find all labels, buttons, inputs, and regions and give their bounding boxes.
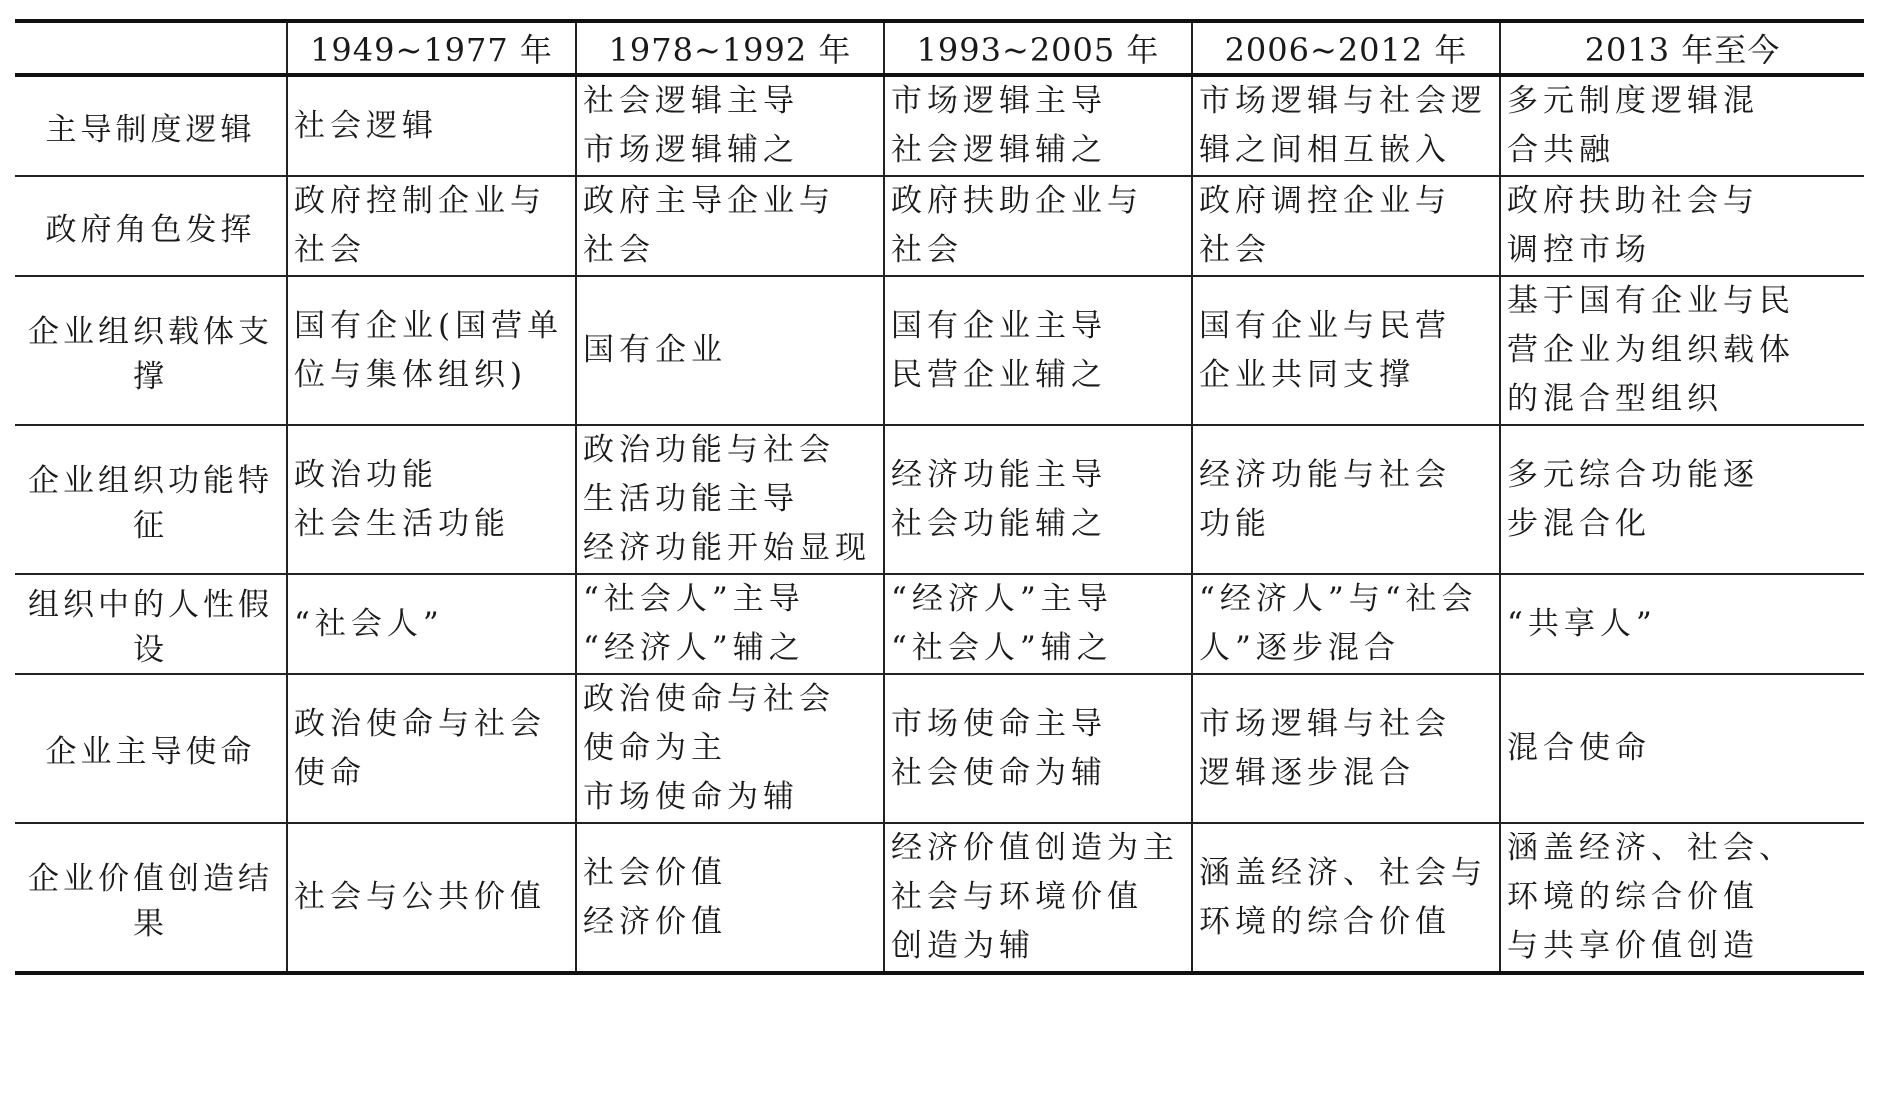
table-cell-2013-present <box>1500 276 1864 425</box>
cell-text-line: 政治功能与社会 <box>583 432 835 468</box>
table-cell-2013-present <box>1500 75 1864 176</box>
cell-text-line: 市场逻辑与社会逻 <box>1199 83 1487 119</box>
cell-text-line: 社会功能辅之 <box>891 505 1107 542</box>
cell-text-line: 与共享价值创造 <box>1507 928 1759 964</box>
cell-text-line: 经济功能开始显现 <box>583 530 871 566</box>
table-cell-1978-1992 <box>576 674 884 823</box>
row-institutional-logic <box>15 75 1864 176</box>
table-cell-1978-1992 <box>576 75 884 176</box>
cell-text-line: 社会生活功能 <box>294 505 510 542</box>
cell-text-line: 经济功能与社会 <box>1199 456 1451 493</box>
cell-text-line: 位与集体组织) <box>294 356 528 393</box>
cell-text-line: “社会人” <box>294 605 444 642</box>
cell-text-line: 合共融 <box>1507 132 1615 168</box>
table-cell-1993-2005 <box>884 176 1192 276</box>
cell-text-line: 政府主导企业与 <box>583 183 835 219</box>
table-cell-1993-2005 <box>884 425 1192 574</box>
cell-text-line: 市场使命为辅 <box>583 779 799 815</box>
cell-text-line: 涵盖经济、社会、 <box>1507 830 1795 866</box>
cell-text-line: 生活功能主导 <box>583 481 799 517</box>
table-cell-1978-1992 <box>576 276 884 425</box>
cell-text-line: “经济人”主导 <box>891 581 1113 617</box>
cell-text-line: 调控市场 <box>1507 232 1651 268</box>
cell-text-line: 社会与环境价值 <box>891 879 1143 915</box>
row-header: 企业价值创造结果 <box>15 823 287 973</box>
cell-text-line: 民营企业辅之 <box>891 356 1107 393</box>
enterprise-evolution-table <box>15 19 1864 975</box>
table-cell-2013-present <box>1500 574 1864 674</box>
table-cell-1993-2005 <box>884 574 1192 674</box>
table-cell-1993-2005 <box>884 75 1192 176</box>
cell-text-line: 营企业为组织载体 <box>1507 332 1795 368</box>
table-cell-2006-2012 <box>1192 276 1500 425</box>
cell-text-line: 多元综合功能逐 <box>1507 456 1759 493</box>
table-cell-1949-1977 <box>287 176 576 276</box>
cell-text-line: 涵盖经济、社会与 <box>1199 854 1487 891</box>
cell-text-line: 国有企业(国营单 <box>294 307 564 344</box>
cell-text-line: 环境的综合价值 <box>1507 879 1759 915</box>
cell-text-line: 经济价值创造为主 <box>891 830 1179 866</box>
table-cell-1993-2005 <box>884 674 1192 823</box>
table-cell-2006-2012 <box>1192 176 1500 276</box>
row-organizational-carrier <box>15 276 1864 425</box>
table-cell-1949-1977 <box>287 823 576 973</box>
table-cell-1949-1977 <box>287 75 576 176</box>
row-header: 企业组织功能特征 <box>15 425 287 574</box>
cell-text-line: 创造为辅 <box>891 928 1035 964</box>
comparison-table-container <box>15 19 1864 975</box>
table-cell-2013-present <box>1500 674 1864 823</box>
table-cell-2006-2012 <box>1192 823 1500 973</box>
table-cell-1949-1977 <box>287 276 576 425</box>
cell-text-line: 经济价值 <box>583 903 727 940</box>
cell-text-line: 国有企业与民营 <box>1199 307 1451 344</box>
row-dominant-mission <box>15 674 1864 823</box>
column-header-1978-1992: 1978~1992 年 <box>576 21 884 75</box>
cell-text-line: 社会逻辑辅之 <box>891 132 1107 168</box>
table-cell-1949-1977 <box>287 425 576 574</box>
row-header: 政府角色发挥 <box>15 176 287 276</box>
cell-text-line: 使命 <box>294 754 366 791</box>
table-cell-2006-2012 <box>1192 674 1500 823</box>
table-cell-1949-1977 <box>287 674 576 823</box>
table-cell-1993-2005 <box>884 823 1192 973</box>
cell-text-line: 政府控制企业与 <box>294 183 546 219</box>
cell-text-line: 环境的综合价值 <box>1199 903 1451 940</box>
cell-text-line: 辑之间相互嵌入 <box>1199 132 1451 168</box>
cell-text-line: 社会 <box>583 232 655 268</box>
table-cell-1978-1992 <box>576 425 884 574</box>
table-header-row <box>15 21 1864 75</box>
row-header: 组织中的人性假设 <box>15 574 287 674</box>
cell-text-line: 社会 <box>1199 232 1271 268</box>
cell-text-line: 功能 <box>1199 505 1271 542</box>
cell-text-line: 步混合化 <box>1507 505 1651 542</box>
cell-text-line: 社会 <box>294 232 366 268</box>
cell-text-line: 使命为主 <box>583 730 727 766</box>
cell-text-line: 社会价值 <box>583 854 727 891</box>
column-header-2006-2012: 2006~2012 年 <box>1192 21 1500 75</box>
cell-text-line: “经济人”辅之 <box>583 630 805 666</box>
cell-text-line: 政治功能 <box>294 456 438 493</box>
row-human-nature-assumption <box>15 574 1864 674</box>
cell-text-line: “共享人” <box>1507 605 1657 642</box>
table-cell-1978-1992 <box>576 176 884 276</box>
column-header-1949-1977: 1949~1977 年 <box>287 21 576 75</box>
column-header-1993-2005: 1993~2005 年 <box>884 21 1192 75</box>
row-header: 企业组织载体支撑 <box>15 276 287 425</box>
cell-text-line: 政治使命与社会 <box>583 681 835 717</box>
cell-text-line: 社会逻辑主导 <box>583 83 799 119</box>
row-government-role <box>15 176 1864 276</box>
cell-text-line: 社会 <box>891 232 963 268</box>
cell-text-line: 社会使命为辅 <box>891 754 1107 791</box>
table-cell-2006-2012 <box>1192 425 1500 574</box>
cell-text-line: 经济功能主导 <box>891 456 1107 493</box>
column-header-2013-present: 2013 年至今 <box>1500 21 1864 75</box>
cell-text-line: 国有企业主导 <box>891 307 1107 344</box>
table-cell-2006-2012 <box>1192 75 1500 176</box>
header-corner-cell <box>15 21 287 75</box>
table-cell-2013-present <box>1500 823 1864 973</box>
cell-text-line: 社会与公共价值 <box>294 879 546 915</box>
cell-text-line: 社会逻辑 <box>294 107 438 144</box>
table-cell-2013-present <box>1500 425 1864 574</box>
table-cell-1978-1992 <box>576 823 884 973</box>
row-value-creation <box>15 823 1864 973</box>
table-cell-1978-1992 <box>576 574 884 674</box>
table-cell-1993-2005 <box>884 276 1192 425</box>
cell-text-line: 政府扶助社会与 <box>1507 183 1759 219</box>
cell-text-line: 市场逻辑辅之 <box>583 132 799 168</box>
cell-text-line: 基于国有企业与民 <box>1507 283 1795 319</box>
table-cell-2006-2012 <box>1192 574 1500 674</box>
row-organizational-function <box>15 425 1864 574</box>
cell-text-line: 的混合型组织 <box>1507 381 1723 417</box>
cell-text-line: 人”逐步混合 <box>1199 630 1400 666</box>
cell-text-line: 市场使命主导 <box>891 705 1107 742</box>
cell-text-line: 企业共同支撑 <box>1199 356 1415 393</box>
row-header: 企业主导使命 <box>15 674 287 823</box>
cell-text-line: 国有企业 <box>583 332 727 368</box>
cell-text-line: 混合使命 <box>1507 730 1651 766</box>
cell-text-line: 政治使命与社会 <box>294 705 546 742</box>
cell-text-line: 政府扶助企业与 <box>891 183 1143 219</box>
cell-text-line: 多元制度逻辑混 <box>1507 83 1759 119</box>
cell-text-line: “社会人”辅之 <box>891 630 1113 666</box>
cell-text-line: “社会人”主导 <box>583 581 805 617</box>
cell-text-line: “经济人”与“社会 <box>1199 581 1478 617</box>
cell-text-line: 市场逻辑与社会 <box>1199 705 1451 742</box>
row-header: 主导制度逻辑 <box>15 75 287 176</box>
table-cell-1949-1977 <box>287 574 576 674</box>
cell-text-line: 市场逻辑主导 <box>891 83 1107 119</box>
cell-text-line: 政府调控企业与 <box>1199 183 1451 219</box>
table-cell-2013-present <box>1500 176 1864 276</box>
cell-text-line: 逻辑逐步混合 <box>1199 754 1415 791</box>
